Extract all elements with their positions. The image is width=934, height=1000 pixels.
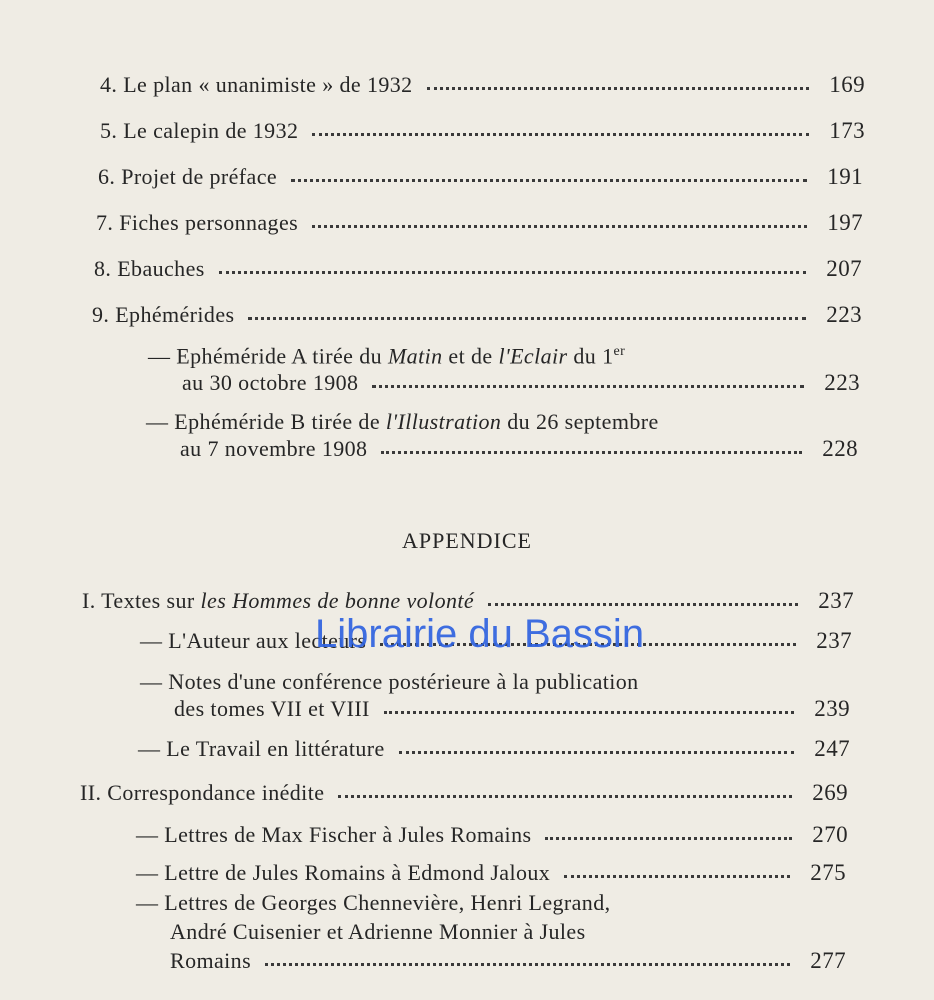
- dot-leader: [291, 175, 807, 182]
- page-number: 239: [814, 696, 850, 721]
- toc-entry-ephemerides: [92, 302, 862, 328]
- dot-leader: [488, 599, 798, 606]
- entry-title: 9. Ephémérides: [92, 302, 235, 327]
- page-number: 228: [822, 436, 858, 461]
- page-number: 275: [810, 860, 846, 885]
- entry-title: — L'Auteur aux lecteurs: [140, 628, 367, 653]
- dot-leader: [427, 83, 809, 90]
- toc-entry-projet-preface: [98, 164, 863, 190]
- entry-title: I. Textes sur les Hommes de bonne volonté: [82, 588, 475, 613]
- toc-entry-ebauches: [94, 256, 862, 282]
- entry-line-1: — Lettres de Georges Chennevière, Henri Legrand,: [136, 890, 611, 915]
- page-number: 223: [826, 302, 862, 327]
- appendix-entry-edmond-jaloux: [136, 860, 846, 886]
- page-number: 207: [826, 256, 862, 281]
- toc-entry-fiches: [96, 210, 863, 236]
- dot-leader: [312, 129, 809, 136]
- entry-title: — Lettres de Max Fischer à Jules Romains: [136, 822, 532, 847]
- page-number: 247: [814, 736, 850, 761]
- page-number: 270: [812, 822, 848, 847]
- entry-title: — Le Travail en littérature: [138, 736, 385, 761]
- entry-line-3: Romains 277: [170, 948, 846, 973]
- entry-line-2: des tomes VII et VIII 239: [174, 696, 850, 721]
- toc-entry-calepin: [100, 118, 865, 144]
- page-number: 173: [829, 118, 865, 143]
- dot-leader: [312, 221, 807, 228]
- entry-line-1: — Notes d'une conférence postérieure à la publication: [140, 669, 639, 694]
- page-number: 269: [812, 780, 848, 805]
- dot-leader: [399, 747, 794, 754]
- appendix-entry-max-fischer: [136, 822, 848, 848]
- dot-leader: [372, 381, 804, 388]
- dot-leader: [564, 871, 790, 878]
- appendix-heading: APPENDICE: [401, 528, 532, 553]
- page-number: 191: [827, 164, 863, 189]
- entry-title: 7. Fiches personnages: [96, 210, 299, 235]
- entry-title: 6. Projet de préface: [98, 164, 278, 189]
- dot-leader: [265, 959, 790, 966]
- entry-title: 8. Ebauches: [94, 256, 205, 281]
- entry-line-1: — Ephéméride A tirée du Matin et de l'Eclair du 1er: [148, 343, 626, 369]
- entry-title: II. Correspondance inédite: [80, 780, 325, 805]
- appendix-entry-textes: [82, 588, 854, 614]
- appendix-entry-chenneviere: [136, 888, 846, 975]
- page-number: 197: [827, 210, 863, 235]
- entry-line-2: au 30 octobre 1908 223: [182, 370, 860, 396]
- dot-leader: [248, 313, 806, 320]
- dot-leader: [381, 447, 802, 454]
- entry-title: 4. Le plan « unanimiste » de 1932: [100, 72, 413, 97]
- dot-leader: [384, 707, 794, 714]
- entry-line-2: au 7 novembre 1908 228: [180, 436, 858, 461]
- toc-entry-plan-unanimiste: [100, 72, 865, 98]
- entry-line-2: André Cuisenier et Adrienne Monnier à Jules: [170, 919, 586, 944]
- entry-title: 5. Le calepin de 1932: [100, 118, 299, 143]
- page-number: 277: [810, 948, 846, 973]
- entry-line-1: — Ephéméride B tirée de l'Illustration du 26 septembre: [146, 409, 659, 434]
- appendix-entry-travail-litterature: [138, 736, 850, 762]
- appendix-entry-correspondance: [80, 780, 848, 806]
- dot-leader: [219, 267, 806, 274]
- watermark-text: Librairie du Bassin: [315, 612, 645, 656]
- page-number: 237: [816, 628, 852, 653]
- appendix-entry-notes-conference: [140, 668, 850, 722]
- page-number: 237: [818, 588, 854, 613]
- page-number: 169: [829, 72, 865, 97]
- dot-leader: [545, 833, 792, 840]
- dot-leader: [338, 791, 792, 798]
- toc-entry-ephemeride-a: [148, 338, 860, 396]
- toc-entry-ephemeride-b: [146, 408, 858, 462]
- page-number: 223: [824, 370, 860, 396]
- entry-title: — Lettre de Jules Romains à Edmond Jaloux: [136, 860, 551, 885]
